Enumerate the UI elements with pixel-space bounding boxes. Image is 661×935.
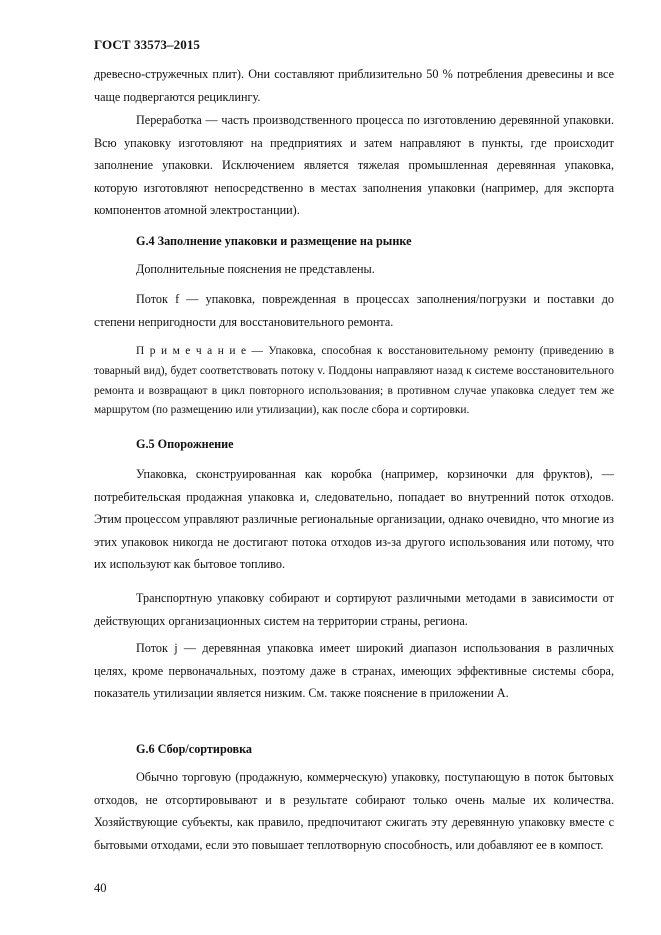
paragraph-continuation: древесно-стружечных плит). Они составляют приблизительно 50 % потребления древесины и все чаще подвергаются рециклингу. — [94, 67, 614, 104]
paragraph-flow-j: Поток j — деревянная упаковка имеет широкий диапазон использования в различных целях, кроме первоначальных, поэтому даже в странах, имеющих эффективные системы сбора, показатель утилизации является низким. См. также пояснение в приложении А. — [94, 641, 614, 701]
note-text: — Упаковка, способная к восстановительному ремонту (приведению в товарный вид), будет соответствовать потоку v. Поддоны направляют назад к системе восстановительного ремонта и возвращают в цикл повторного использования; в противном случае упаковка следует тем же маршрутом (по размещению или утилизации), как после сбора и сортировки. — [94, 345, 614, 417]
section-heading-g5: G.5 Опорожнение — [136, 437, 234, 451]
paragraph-flow-f: Поток f — упаковка, поврежденная в процессах заполнения/погрузки и поставки до степени непригодности для восстановительного ремонта. — [94, 292, 614, 329]
paragraph-no-explanations: Дополнительные пояснения не представлены. — [136, 262, 375, 276]
paragraph-transport-packaging: Транспортную упаковку собирают и сортируют различными методами в зависимости от действующих организационных систем на территории страны, региона. — [94, 591, 614, 628]
section-heading-g6: G.6 Сбор/сортировка — [136, 742, 253, 756]
paragraph-box-packaging: Упаковка, сконструированная как коробка (например, корзиночки для фруктов), — потребительская продажная упаковка и, следовательно, попадает во внутренний поток отходов. Этим процессом управляют различные региональные организации, однако очевидно, что многие из этих упаковок никогда не достигают потока отходов из-за другого использования или потому, что их используют как бытовое топливо. — [94, 467, 614, 572]
document-header: ГОСТ 33573–2015 — [94, 37, 201, 52]
paragraph-collection: Обычно торговую (продажную, коммерческую) упаковку, поступающую в поток бытовых отходов, не отсортировывают и в результате собирают только очень малые их количества. Хозяйствующие субъекты, как правило, предпочитают сжигать эту деревянную упаковку вместе с бытовыми отходами, если это повышает теплотворную способность, или добавляют ее в компост. — [94, 770, 614, 852]
note-paragraph — [94, 342, 614, 421]
paragraph-processing: Переработка — часть производственного процесса по изготовлению деревянной упаковки. Всю упаковку изготовляют на предприятиях и затем направляют в пункты, где происходит заполнение упаковки. Исключением является тяжелая промышленная деревянная упаковка, которую изготовляют непосредственно в местах заполнения упаковки (например, для экспорта компонентов атомной электростанции). — [94, 113, 614, 218]
section-heading-g4: G.4 Заполнение упаковки и размещение на рынке — [136, 234, 412, 248]
note-label: П р и м е ч а н и е — [136, 345, 246, 357]
page-number: 40 — [94, 881, 107, 895]
